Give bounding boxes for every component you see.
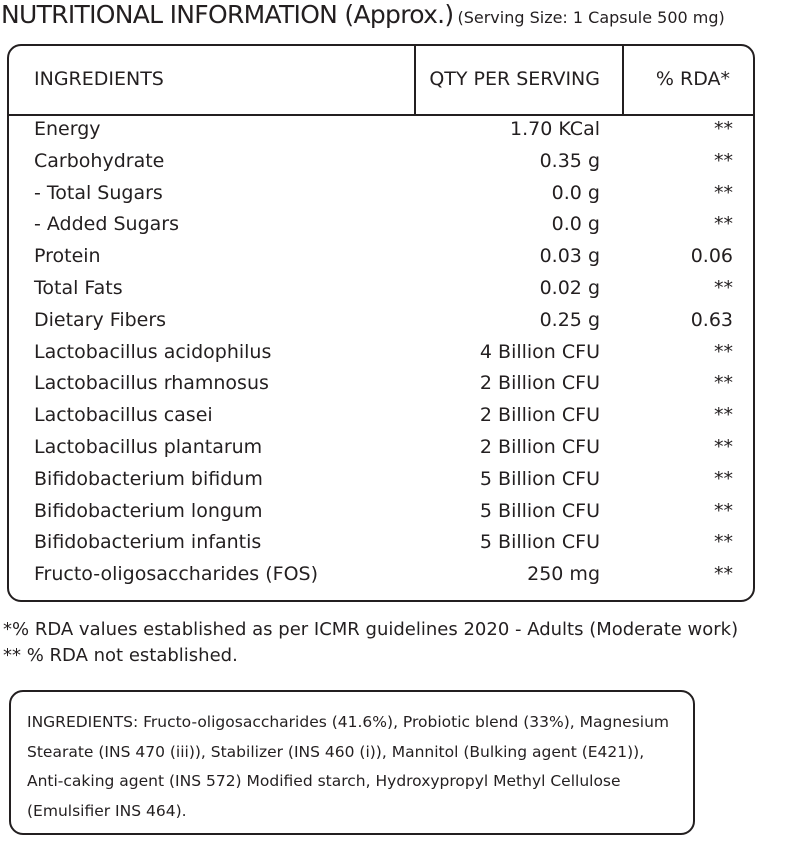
ingredient-qty: 5 Billion CFU [479, 531, 600, 554]
footnotes [3, 617, 738, 669]
ingredient-name: Bifidobacterium infantis [34, 531, 262, 554]
ingredient-rda: ** [714, 435, 733, 458]
ingredients-box [9, 690, 695, 835]
table-row [9, 372, 753, 404]
ingredient-qty: 4 Billion CFU [479, 340, 600, 363]
ingredient-qty: 0.0 g [551, 181, 600, 204]
column-header-rda: % RDA* [655, 68, 730, 90]
ingredient-name: - Total Sugars [34, 181, 163, 204]
table-row [9, 245, 753, 277]
ingredient-rda: 0.06 [690, 245, 733, 268]
ingredient-rda: ** [714, 499, 733, 522]
header-divider [9, 114, 753, 116]
column-header-qty: QTY PER SERVING [429, 68, 600, 90]
ingredient-rda: ** [714, 563, 733, 586]
ingredient-name: Lactobacillus acidophilus [34, 340, 272, 363]
table-row [9, 404, 753, 436]
ingredient-qty: 0.03 g [539, 245, 600, 268]
ingredient-rda: ** [714, 531, 733, 554]
table-row [9, 531, 753, 563]
column-divider [414, 46, 416, 114]
ingredient-name: Bifidobacterium bifidum [34, 467, 263, 490]
ingredient-rda: ** [714, 181, 733, 204]
column-header-ingredients: INGREDIENTS [34, 68, 164, 90]
table-row [9, 150, 753, 182]
ingredient-qty: 2 Billion CFU [479, 404, 600, 427]
table-row [9, 118, 753, 150]
ingredient-qty: 5 Billion CFU [479, 499, 600, 522]
ingredient-rda: 0.63 [690, 308, 733, 331]
footnote-rda-basis: *% RDA values established as per ICMR guidelines 2020 - Adults (Moderate work) [3, 619, 739, 640]
table-row [9, 182, 753, 214]
ingredient-name: Lactobacillus casei [34, 404, 213, 427]
ingredient-rda: ** [714, 213, 733, 236]
ingredient-qty: 0.0 g [551, 213, 600, 236]
table-row [9, 500, 753, 532]
ingredient-name: Energy [34, 118, 101, 140]
ingredient-qty: 0.02 g [539, 276, 600, 299]
ingredient-name: Lactobacillus plantarum [34, 435, 263, 458]
table-row [9, 341, 753, 373]
ingredient-rda: ** [714, 340, 733, 363]
ingredient-qty: 2 Billion CFU [479, 435, 600, 458]
nutrition-title: NUTRITIONAL INFORMATION (Approx.) [1, 0, 454, 29]
ingredient-name: Bifidobacterium longum [34, 499, 263, 522]
table-row [9, 563, 753, 595]
ingredient-name: Carbohydrate [34, 149, 165, 172]
ingredient-qty: 5 Billion CFU [479, 467, 600, 490]
ingredient-name: Lactobacillus rhamnosus [34, 372, 269, 395]
ingredient-rda: ** [714, 404, 733, 427]
ingredient-name: Total Fats [34, 276, 123, 299]
ingredient-name: Dietary Fibers [34, 308, 167, 331]
ingredient-qty: 1.70 KCal [510, 118, 600, 140]
table-body [9, 118, 753, 595]
ingredient-name: Fructo-oligosaccharides (FOS) [34, 563, 319, 586]
ingredient-rda: ** [714, 118, 733, 140]
nutrition-table [7, 44, 755, 602]
ingredient-qty: 250 mg [527, 563, 600, 586]
page-title [1, 0, 725, 29]
column-divider [622, 46, 624, 114]
ingredient-qty: 0.35 g [539, 149, 600, 172]
ingredients-statement: INGREDIENTS: Fructo-oligosaccharides (41.6%), Probiotic blend (33%), Magnesium Stearate (INS 470 (iii)), Stabilizer (INS 460 (i)), Mannitol (Bulking agent (E421)), Anti-caking agent (INS 572) Modified starch, Hydroxypropyl Methyl Cellulose (Emulsifier INS 464). [27, 713, 670, 820]
ingredient-name: - Added Sugars [34, 213, 179, 236]
ingredient-rda: ** [714, 467, 733, 490]
table-row [9, 468, 753, 500]
table-row [9, 213, 753, 245]
ingredient-name: Protein [34, 245, 101, 268]
table-row [9, 309, 753, 341]
table-row [9, 436, 753, 468]
ingredient-rda: ** [714, 372, 733, 395]
ingredient-rda: ** [714, 276, 733, 299]
serving-size: (Serving Size: 1 Capsule 500 mg) [457, 8, 725, 27]
table-row [9, 277, 753, 309]
ingredient-qty: 0.25 g [539, 308, 600, 331]
footnote-rda-not-established: ** % RDA not established. [3, 645, 238, 666]
ingredient-qty: 2 Billion CFU [479, 372, 600, 395]
ingredient-rda: ** [714, 149, 733, 172]
